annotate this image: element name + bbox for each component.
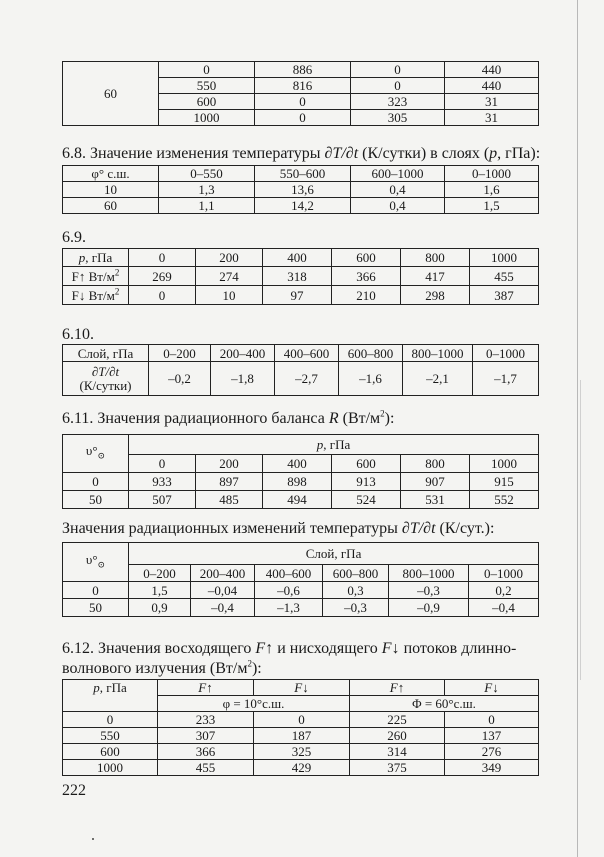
table-6-10: Слой, гПа 0–200 200–400 400–600 600–800 800–1000 0–1000 ∂T/∂t (К/сутки) –0,2 –1,8 –2,7 –1,6 –2,1 –1,7 [62,344,539,396]
sun-angle-header-2: $\upsilon^\circ_⊙$ [63,543,129,582]
caption-6-11-temperature: Значения радиационных изменений температуры ∂T/∂t (К/сут.): [62,520,495,537]
caption-6-12-line1: 6.12. Значения восходящего F↑ и нисходящего F↓ потоков длинно- [62,640,517,657]
pressure-header: p, гПа [63,249,129,267]
layer-group-header: Слой, гПа [129,543,539,565]
speck [92,838,94,840]
dt-label: ∂T/∂t (К/сутки) [63,362,149,396]
latitude-group-10: φ = 10°с.ш. [158,696,350,712]
table-6-8: φ° с.ш. 0–550 550–600 600–1000 0–1000 10 1,3 13,6 0,4 1,6 60 1,1 14,2 0,4 1,5 [62,165,539,214]
caption-6-9: 6.9. [62,229,86,246]
page-number: 222 [62,782,86,799]
phi-cell: 60 [63,62,159,126]
table-6-11: $\upsilon^\circ_⊙$ p, гПа 0 200 400 600 800 1000 0 933 897 898 913 907 915 50 507 485 494 524 531 552 [62,434,539,509]
page-edge-line [577,0,578,857]
latitude-group-60: Φ = 60°с.ш. [350,696,539,712]
caption-6-10: 6.10. [62,326,94,343]
page-edge-line-inner [580,380,581,680]
pressure-group-header: p, гПа [129,435,539,455]
table-6-9: p, гПа 0 200 400 600 800 1000 F↑ $Вт/м^2$ 269 274 318 366 417 455 F↓ $Вт/м^2$ 0 10 97 210 298 387 [62,248,539,305]
sun-angle-header: $\upsilon^\circ_⊙$ [63,435,129,473]
pressure-header-6-12: p, гПа [63,680,158,712]
caption-6-12-line2: волнового излучения $(Вт/м^2)$: [62,658,262,677]
flux-up-label: F↑ $Вт/м^2$ [63,267,129,286]
table-6-12: p, гПа F↑ F↓ F↑ F↓ φ = 10°с.ш. Φ = 60°с.ш. 0 233 0 225 0 550 307 187 260 137 600 366 325 314 276 1000 455 429 375 349 [62,679,539,776]
table-6-11-temperature: $\upsilon^\circ_⊙$ Слой, гПа 0–200 200–400 400–600 600–800 800–1000 0–1000 0 1,5 –0,04 –0,6 0,3 –0,3 0,2 50 0,9 –0,4 –1,3 –0,3 –0,9 –0,4 [62,542,539,617]
caption-6-11: 6.11. Значения радиационного баланса R $(Вт/м^2)$: [62,408,395,427]
caption-6-8: 6.8. Значение изменения температуры ∂T/∂t (К/сутки) в слоях (p, гПа): [62,145,541,162]
table-continuation: 60 0 886 0 440 550 816 0 440 600 0 323 31 1000 0 305 31 [62,61,539,126]
flux-down-label: F↓ $Вт/м^2$ [63,286,129,305]
